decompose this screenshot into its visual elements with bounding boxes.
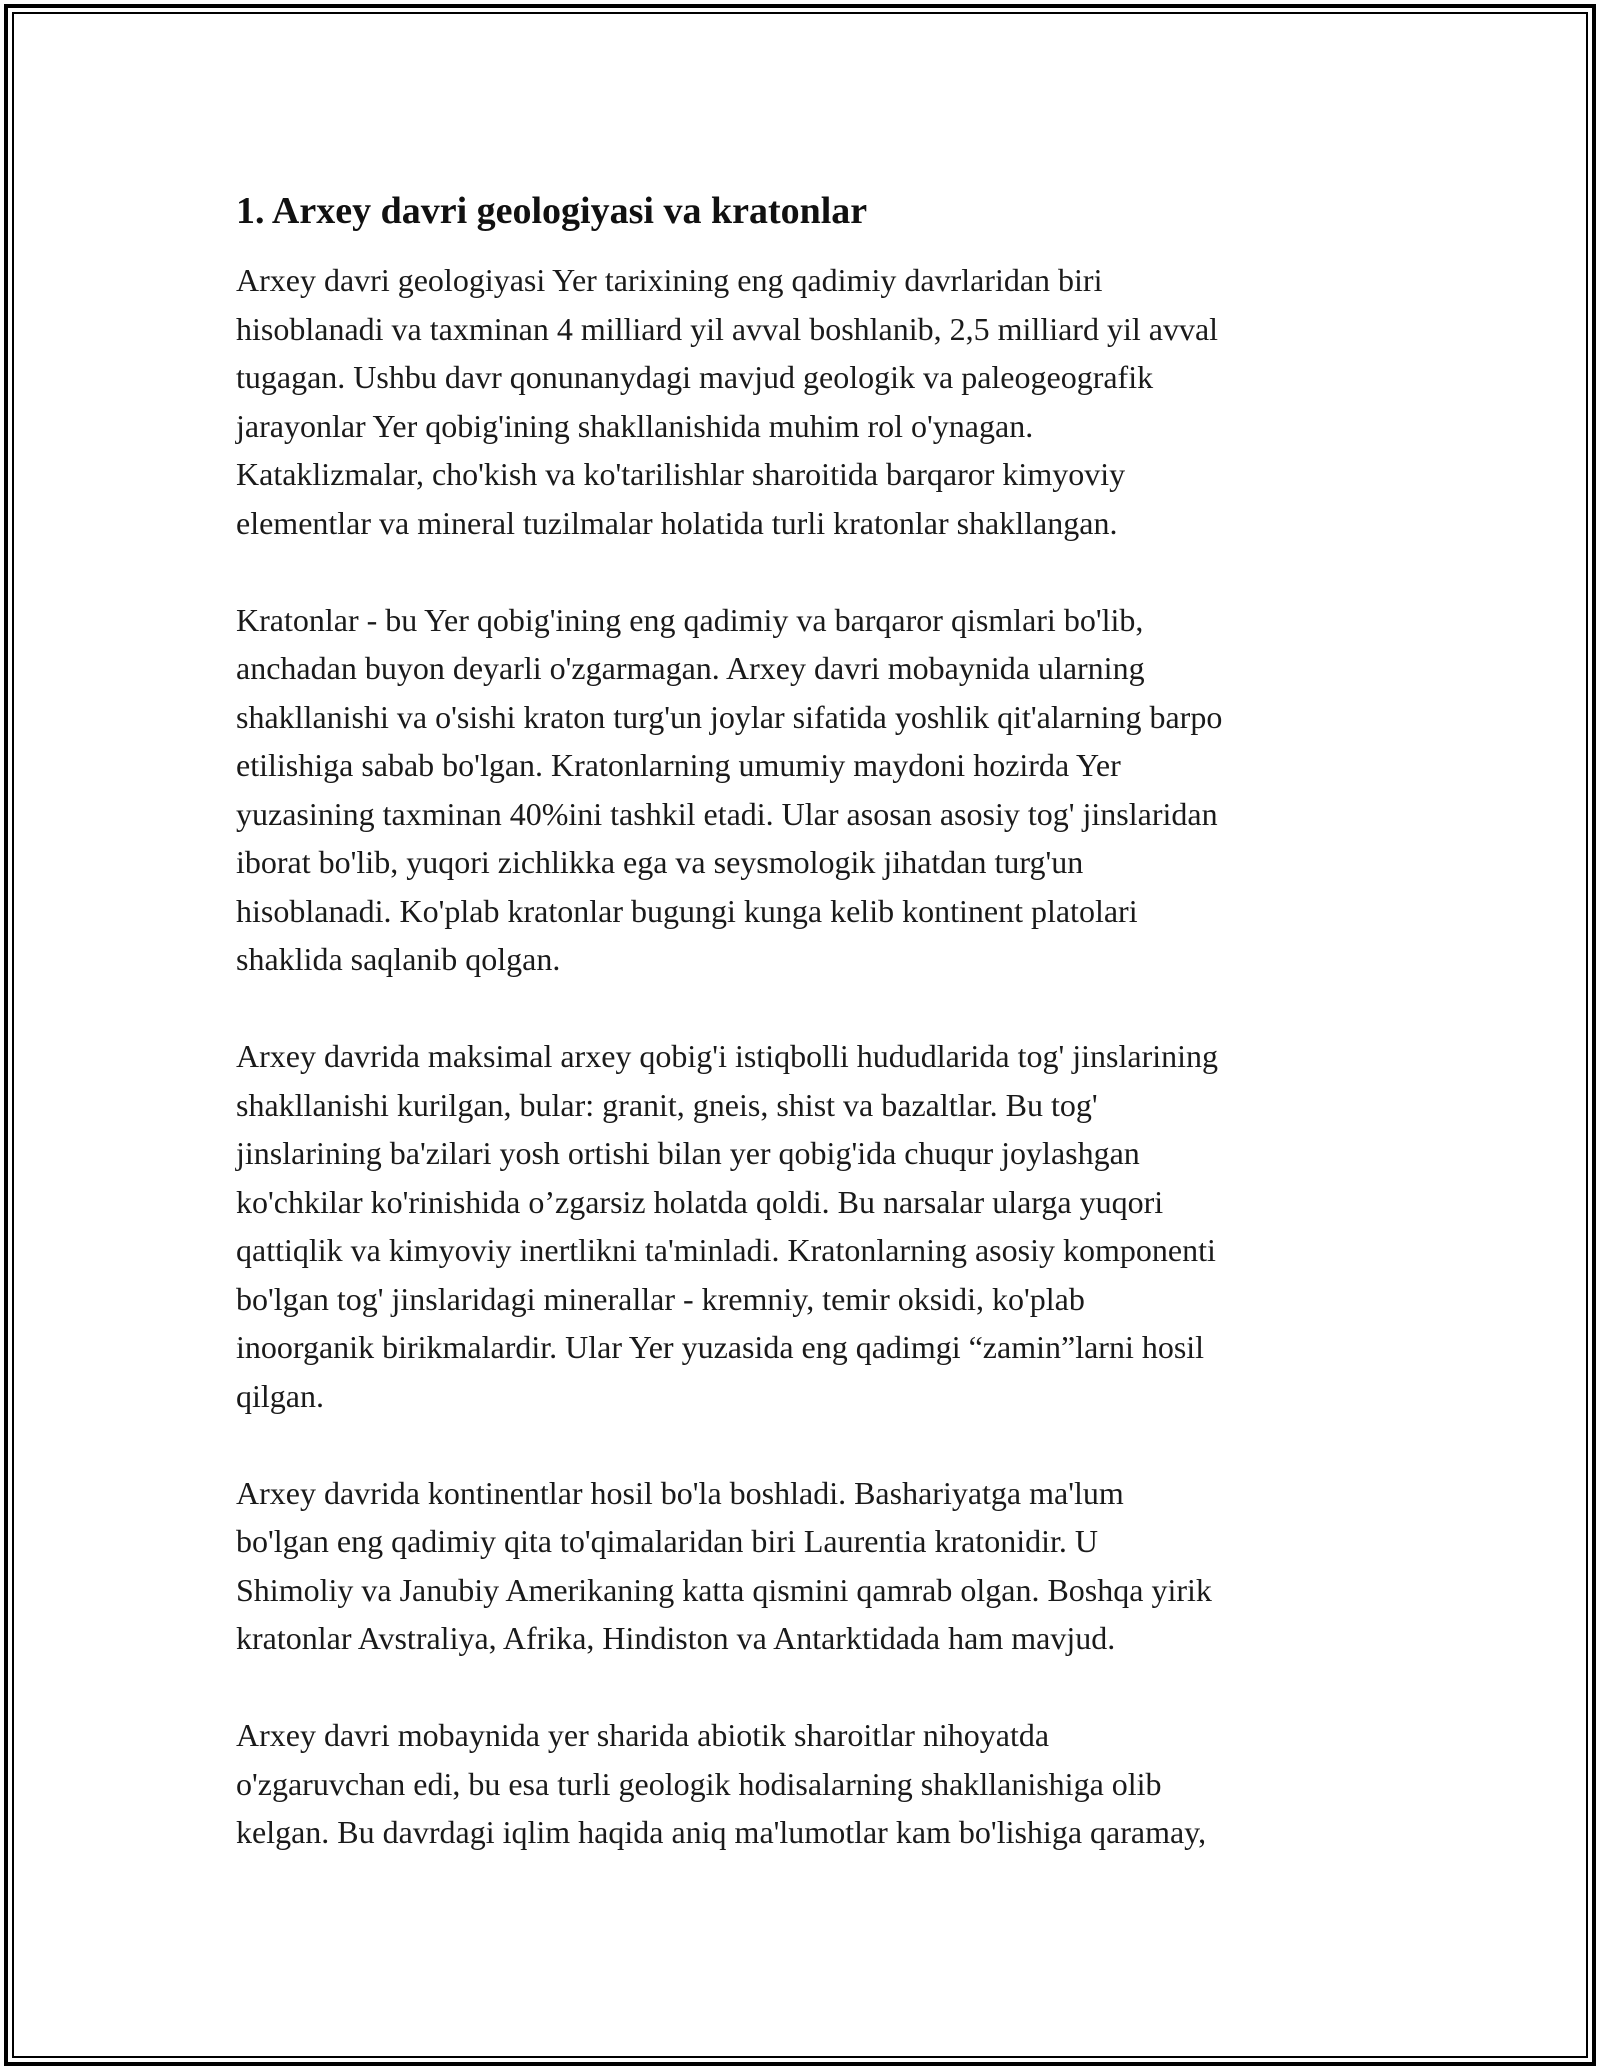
text-line: Arxey davrida kontinentlar hosil bo'la boshladi. Bashariyatga ma'lum <box>236 1474 1124 1511</box>
text-line: Arxey davrida maksimal arxey qobig'i istiqbolli hududlarida tog' jinslarining <box>236 1038 1219 1074</box>
text-line: elementlar va mineral tuzilmalar holatida turli kratonlar shakllangan. <box>236 504 1118 541</box>
text-line: jarayonlar Yer qobig'ining shakllanishida muhim rol o'ynagan. <box>236 407 1034 444</box>
text-line: bo'lgan eng qadimiy qita to'qimalaridan biri Laurentia kratonidir. U <box>236 1523 1098 1559</box>
text-line: Shimoliy va Janubiy Amerikaning katta qismini qamrab olgan. Boshqa yirik <box>236 1571 1212 1608</box>
document-body <box>236 186 1376 1905</box>
text-line: o'zgaruvchan edi, bu esa turli geologik hodisalarning shakllanishiga olib <box>236 1765 1162 1802</box>
paragraph-2 <box>236 596 1376 984</box>
text-line: bo'lgan tog' jinslaridagi minerallar - kremniy, temir oksidi, ko'plab <box>236 1280 1085 1317</box>
section-heading: 1. Arxey davri geologiyasi va kratonlar <box>236 190 868 232</box>
text-line: Kratonlar - bu Yer qobig'ining eng qadimiy va barqaror qismlari bo'lib, <box>236 601 1144 638</box>
text-line: shakllanishi kurilgan, bular: granit, gneis, shist va bazaltlar. Bu tog' <box>236 1086 1098 1123</box>
text-line: yuzasining taxminan 40%ini tashkil etadi. Ular asosan asosiy tog' jinslaridan <box>236 795 1218 832</box>
text-line: kelgan. Bu davrdagi iqlim haqida aniq ma'lumotlar kam bo'lishiga qaramay, <box>236 1814 1207 1850</box>
text-line: tugagan. Ushbu davr qonunanydagi mavjud geologik va paleogeografik <box>236 359 1154 395</box>
text-line: etilishiga sabab bo'lgan. Kratonlarning umumiy maydoni hozirda Yer <box>236 747 1121 783</box>
text-line: jinslarining ba'zilari yosh ortishi bilan yer qobig'ida chuqur joylashgan <box>236 1135 1140 1171</box>
text-line: iborat bo'lib, yuqori zichlikka ega va seysmologik jihatdan turg'un <box>236 844 1084 880</box>
text-line: Arxey davri mobaynida yer sharida abiotik sharoitlar nihoyatda <box>236 1717 1050 1753</box>
paragraph-3 <box>236 1032 1376 1420</box>
paragraph-5 <box>236 1711 1376 1857</box>
text-line: qilgan. <box>236 1377 324 1414</box>
text-line: kratonlar Avstraliya, Afrika, Hindiston va Antarktidada ham mavjud. <box>236 1620 1116 1656</box>
text-line: shaklida saqlanib qolgan. <box>236 941 561 977</box>
text-line: ko'chkilar ko'rinishida o’zgarsiz holatda qoldi. Bu narsalar ularga yuqori <box>236 1183 1164 1220</box>
text-line: shakllanishi va o'sishi kraton turg'un joylar sifatida yoshlik qit'alarning barpo <box>236 698 1223 735</box>
paragraph-1 <box>236 256 1376 547</box>
text-line: Arxey davri geologiyasi Yer tarixining eng qadimiy davrlaridan biri <box>236 262 1103 298</box>
paragraph-4 <box>236 1469 1376 1663</box>
text-line: Kataklizmalar, cho'kish va ko'tarilishlar sharoitida barqaror kimyoviy <box>236 456 1126 492</box>
text-line: hisoblanadi. Ko'plab kratonlar bugungi kunga kelib kontinent platolari <box>236 892 1138 929</box>
text-line: hisoblanadi va taxminan 4 milliard yil avval boshlanib, 2,5 milliard yil avval <box>236 310 1219 347</box>
text-line: inoorganik birikmalardir. Ular Yer yuzasida eng qadimgi “zamin”larni hosil <box>236 1329 1205 1365</box>
text-line: qattiqlik va kimyoviy inertlikni ta'minladi. Kratonlarning asosiy komponenti <box>236 1232 1216 1268</box>
text-line: anchadan buyon deyarli o'zgarmagan. Arxey davri mobaynida ularning <box>236 650 1145 686</box>
